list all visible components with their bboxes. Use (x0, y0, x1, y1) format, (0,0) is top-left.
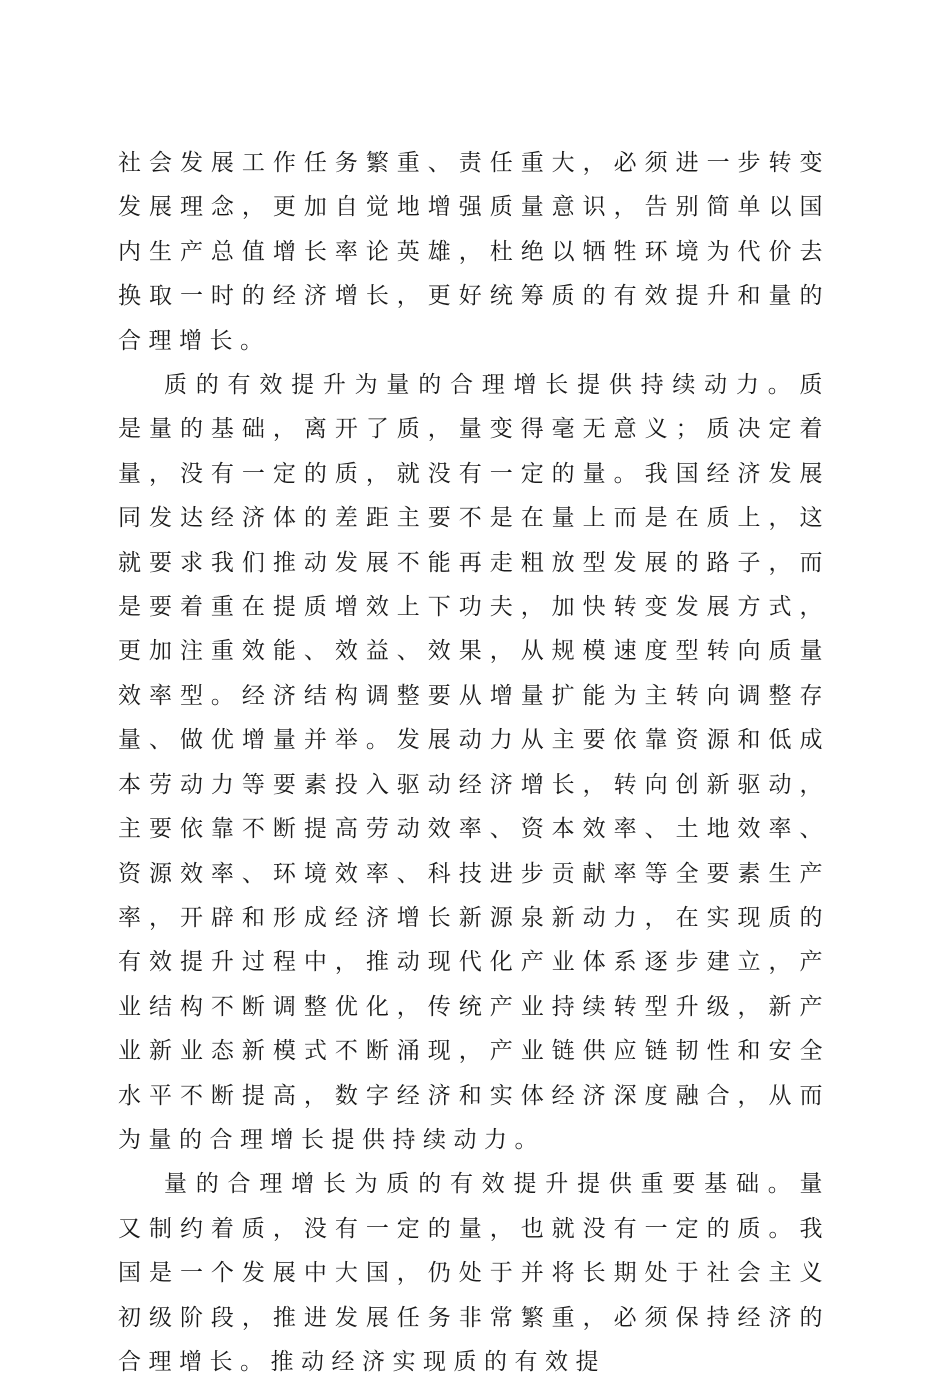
document-body (118, 141, 830, 1384)
paragraph-continuation: 社会发展工作任务繁重、责任重大，必须进一步转变发展理念，更加自觉地增强质量意识，告别简单以国内生产总值增长率论英雄，杜绝以牺牲环境为代价去换取一时的经济增长，更好统筹质的有效提升和量的合理增长。 (118, 150, 830, 354)
paragraph-quality-drives-quantity: 质的有效提升为量的合理增长提供持续动力。质是量的基础，离开了质，量变得毫无意义；质决定着量，没有一定的质，就没有一定的量。我国经济发展同发达经济体的差距主要不是在量上而是在质上，这就要求我们推动发展不能再走粗放型发展的路子，而是要着重在提质增效上下功夫，加快转变发展方式，更加注重效能、效益、效果，从规模速度型转向质量效率型。经济结构调整要从增量扩能为主转向调整存量、做优增量并举。发展动力从主要依靠资源和低成本劳动力等要素投入驱动经济增长，转向创新驱动，主要依靠不断提高劳动效率、资本效率、土地效率、资源效率、环境效率、科技进步贡献率等全要素生产率，开辟和形成经济增长新源泉新动力，在实现质的有效提升过程中，推动现代化产业体系逐步建立，产业结构不断调整优化，传统产业持续转型升级，新产业新业态新模式不断涌现，产业链供应链韧性和安全水平不断提高，数字经济和实体经济深度融合，从而为量的合理增长提供持续动力。 (118, 372, 830, 1153)
paragraph-quantity-supports-quality: 量的合理增长为质的有效提升提供重要基础。量又制约着质，没有一定的量，也就没有一定的质。我国是一个发展中大国，仍处于并将长期处于社会主义初级阶段，推进发展任务非常繁重，必须保持经济的合理增长。推动经济实现质的有效提 (118, 1171, 830, 1375)
